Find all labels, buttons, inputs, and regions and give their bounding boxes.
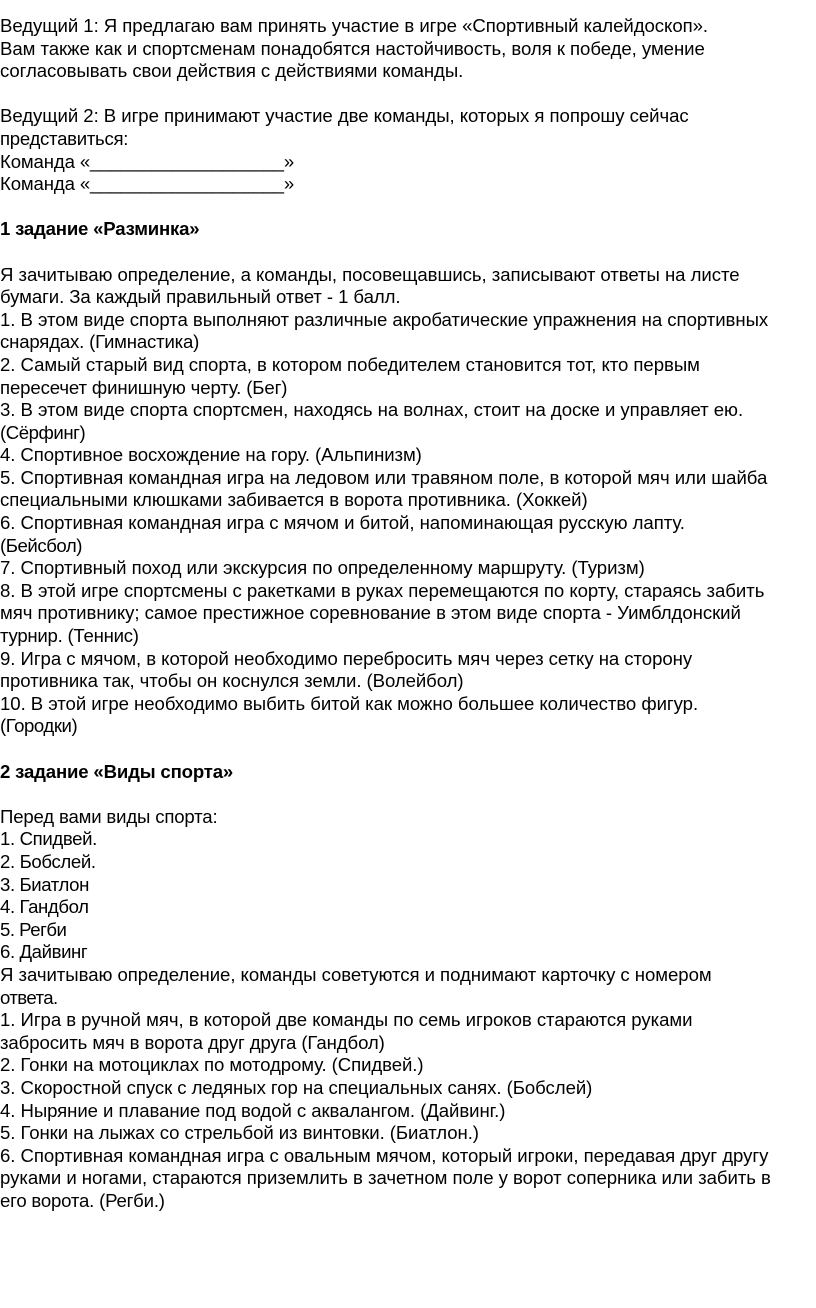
question-line: 4. Спортивное восхождение на гору. (Альпинизм)	[0, 444, 422, 466]
question-line: 8. В этой игре спортсмены с ракетками в руках перемещаются по корту, стараясь забить	[0, 579, 765, 601]
text-line: Я зачитываю определение, а команды, посовещавшись, записывают ответы на листе	[0, 263, 740, 285]
spacer	[0, 196, 816, 219]
spacer	[0, 738, 816, 761]
text-line: Ведущий 1: Я предлагаю вам принять участие в игре «Спортивный калейдоскоп».	[0, 15, 709, 36]
host2-paragraph	[0, 105, 816, 195]
text-line: представиться:	[0, 127, 129, 149]
question-line: забросить мяч в ворота друг друга (Гандбол)	[0, 1031, 385, 1053]
task1-title: 1 задание «Разминка»	[0, 218, 200, 240]
question-line: турнир. (Теннис)	[0, 625, 139, 647]
team-line: Команда «___________________»	[0, 173, 295, 195]
question-line: 2. Гонки на мотоциклах по мотодрому. (Спидвей.)	[0, 1054, 424, 1076]
sport-list-item: 3. Биатлон	[0, 873, 89, 895]
question-line: 1. Игра в ручной мяч, в которой две команды по семь игроков стараются руками	[0, 1009, 693, 1031]
question-line: снарядах. (Гимнастика)	[0, 331, 200, 353]
question-line: руками и ногами, стараются приземлить в зачетном поле у ворот соперника или забить в	[0, 1167, 771, 1189]
spacer	[0, 783, 816, 806]
question-line: мяч противнику; самое престижное соревнование в этом виде спорта - Уимблдонский	[0, 602, 741, 624]
spacer	[0, 241, 816, 264]
question-line: 9. Игра с мячом, в которой необходимо перебросить мяч через сетку на сторону	[0, 647, 693, 669]
host1-paragraph	[0, 15, 816, 83]
question-line: его ворота. (Регби.)	[0, 1189, 165, 1211]
team-line: Команда «___________________»	[0, 150, 295, 172]
question-line: 1. В этом виде спорта выполняют различные акробатические упражнения на спортивных	[0, 308, 769, 330]
text-line: ответа.	[0, 986, 58, 1008]
task2-body	[0, 806, 816, 1213]
sport-list-item: 1. Спидвей.	[0, 828, 97, 850]
question-line: 5. Спортивная командная игра на ледовом или травяном поле, в которой мяч или шайба	[0, 466, 768, 488]
question-line: 3. Скоростной спуск с ледяных гор на специальных санях. (Бобслей)	[0, 1076, 593, 1098]
sport-list-item: 5. Регби	[0, 918, 67, 940]
question-line: 5. Гонки на лыжах со стрельбой из винтовки. (Биатлон.)	[0, 1122, 479, 1144]
question-line: (Сёрфинг)	[0, 421, 86, 443]
task1-body	[0, 264, 816, 738]
spacer	[0, 83, 816, 106]
text-line: согласовывать свои действия с действиями команды.	[0, 60, 464, 82]
sport-list-item: 2. Бобслей.	[0, 850, 96, 872]
question-line: 2. Самый старый вид спорта, в котором победителем становится тот, кто первым	[0, 353, 700, 375]
question-line: пересечет финишную черту. (Бег)	[0, 376, 288, 398]
text-line: Вам также как и спортсменам понадобятся настойчивость, воля к победе, умение	[0, 37, 705, 59]
question-line: (Городки)	[0, 715, 78, 737]
question-line: (Бейсбол)	[0, 534, 83, 556]
question-line: 3. В этом виде спорта спортсмен, находясь на волнах, стоит на доске и управляет ею.	[0, 399, 744, 421]
question-line: 4. Ныряние и плавание под водой с аквалангом. (Дайвинг.)	[0, 1099, 506, 1121]
question-line: 6. Спортивная командная игра с овальным мячом, который игроки, передавая друг другу	[0, 1144, 769, 1166]
text-line: Ведущий 2: В игре принимают участие две команды, которых я попрошу сейчас	[0, 105, 689, 127]
text-line: Я зачитываю определение, команды советуются и поднимают карточку с номером	[0, 963, 712, 985]
question-line: противника так, чтобы он коснулся земли. (Волейбол)	[0, 670, 464, 692]
question-line: 7. Спортивный поход или экскурсия по определенному маршруту. (Туризм)	[0, 557, 645, 579]
question-line: 10. В этой игре необходимо выбить битой как можно большее количество фигур.	[0, 692, 699, 714]
text-line: бумаги. За каждый правильный ответ - 1 балл.	[0, 286, 401, 308]
sport-list-item: 6. Дайвинг	[0, 941, 88, 963]
sport-list-item: 4. Гандбол	[0, 896, 89, 918]
question-line: 6. Спортивная командная игра с мячом и битой, напоминающая русскую лапту.	[0, 512, 685, 534]
question-line: специальными клюшками забивается в ворота противника. (Хоккей)	[0, 489, 588, 511]
text-line: Перед вами виды спорта:	[0, 805, 218, 827]
task2-title: 2 задание «Виды спорта»	[0, 760, 234, 782]
